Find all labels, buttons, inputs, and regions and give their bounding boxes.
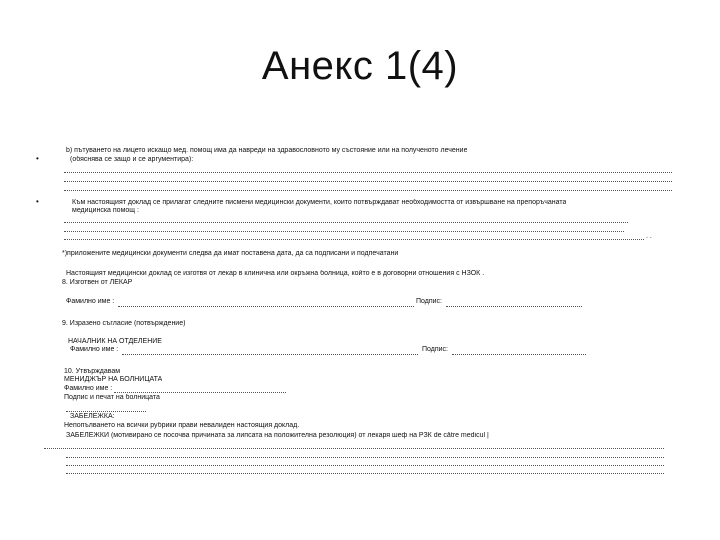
attachments-text-2: медицинска помощ :	[72, 207, 139, 214]
fill-line[interactable]	[64, 238, 644, 240]
fill-line[interactable]	[64, 180, 672, 182]
manager-name-field[interactable]	[114, 391, 286, 393]
manager-role: МЕНИДЖЪР НА БОЛНИЦАТА	[64, 376, 163, 383]
head-sign-label: Подпис:	[422, 346, 449, 353]
fill-line[interactable]	[64, 230, 624, 232]
head-sign-field[interactable]	[452, 353, 586, 355]
stamp-label: Подпис и печат на болницата	[64, 394, 160, 401]
fill-line[interactable]	[44, 447, 664, 449]
note-star: *)приложените медицински документи следва да имат поставена дата, да са подписани и подпечатани	[62, 250, 399, 257]
head-department-title: НАЧАЛНИК НА ОТДЕЛЕНИЕ	[68, 338, 162, 345]
item-8: 8. Изготвен от ЛЕКАР	[62, 279, 133, 286]
doctor-sign-field[interactable]	[446, 305, 582, 307]
bullet: •	[36, 154, 39, 163]
fill-line[interactable]	[66, 456, 664, 458]
remarks-title: ЗАБЕЛЕЖКА:	[70, 413, 115, 420]
fill-line[interactable]	[64, 171, 672, 173]
bullet: •	[36, 197, 39, 206]
fill-line[interactable]	[66, 464, 664, 466]
fill-line[interactable]	[64, 221, 628, 223]
doctor-name-field[interactable]	[118, 305, 414, 307]
head-name-label: Фамилно име :	[70, 346, 119, 353]
attachments-text: Към настоящият доклад се прилагат следните писмени медицински документи, които потвърждават необходимостта от извършване на препоръчаната	[72, 199, 567, 206]
section-b-text: b) пътуването на лицето искащо мед. помощ има да навреди на здравословното му състояние или на полученото лечение	[66, 147, 468, 154]
report-by-text: Настоящият медицински доклад се изготвя от лекар в клинична или окръжна болница, който е в договорни отношения с НЗОК .	[66, 270, 485, 277]
fill-line[interactable]	[66, 472, 664, 474]
stamp-field[interactable]	[66, 410, 146, 412]
attachments-tail: . .	[646, 233, 652, 240]
slide-title: Анекс 1(4)	[261, 44, 459, 88]
section-b-sub: (обяснява се защо и се аргументира):	[70, 156, 194, 163]
remarks-line-1: Непопълването на всички рубрики прави невалиден настоящия доклад.	[64, 422, 300, 429]
item-10: 10. Утвърждавам	[64, 368, 121, 375]
fill-line[interactable]	[64, 189, 672, 191]
remarks-line-2: ЗАБЕЛЕЖКИ (мотивирано се посочва причината за липсата на положителна резолюция) от лекаря шеф на РЗК de către medicul |	[66, 432, 489, 439]
head-name-field[interactable]	[122, 353, 418, 355]
manager-name-label: Фамилно име :	[64, 385, 113, 392]
doctor-sign-label: Подпис:	[416, 298, 443, 305]
doctor-name-label: Фамилно име :	[66, 298, 115, 305]
item-9: 9. Изразено съгласие (потвърждение)	[62, 320, 186, 327]
